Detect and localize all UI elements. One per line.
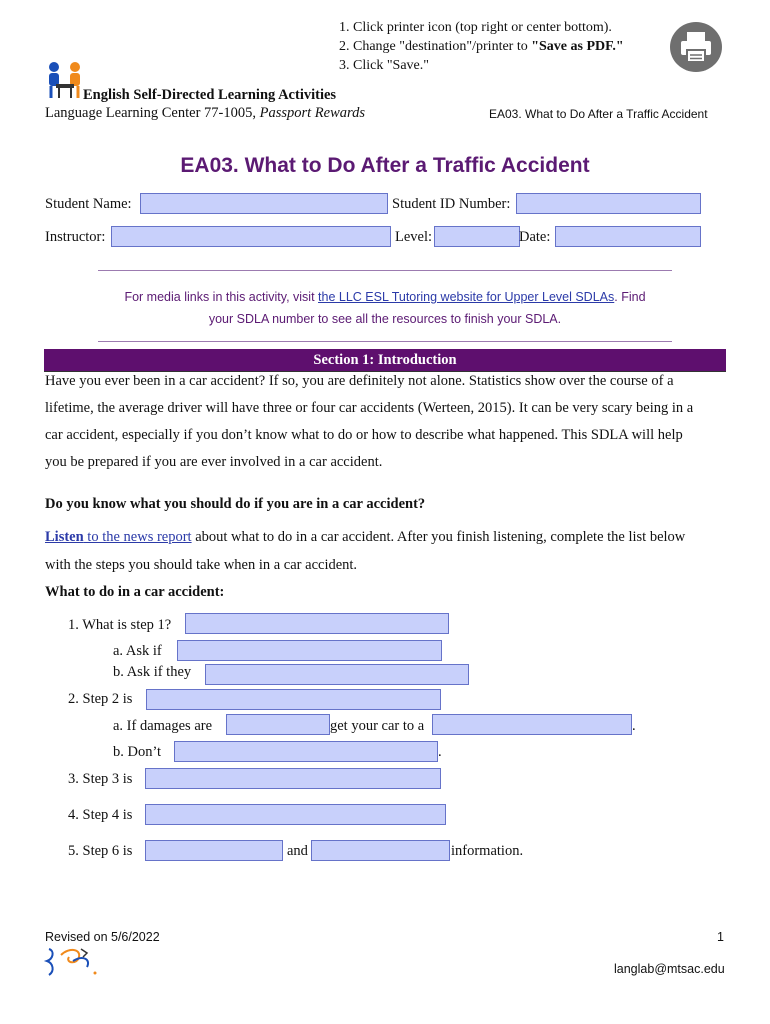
instruction-step-2-text: Change "destination"/printer to <box>353 39 532 54</box>
header-code-title: EA03. What to Do After a Traffic Accident <box>489 107 708 121</box>
print-instructions <box>333 18 693 75</box>
step-6-first-field[interactable] <box>145 840 283 861</box>
instruction-step-3: 3. Click "Save." <box>353 56 693 75</box>
question-heading: Do you know what you should do if you are in a car accident? <box>45 496 426 512</box>
contact-email[interactable]: langlab@mtsac.edu <box>614 962 725 976</box>
item-3-label: 3. Step 3 is <box>68 771 133 787</box>
step-2b-field[interactable] <box>174 741 438 762</box>
instruction-step-1: 1. Click printer icon (top right or center bottom). <box>353 18 693 37</box>
printer-icon <box>670 22 722 72</box>
step-1b-field[interactable] <box>205 664 469 685</box>
instruction-step-2 <box>353 37 693 56</box>
page-title: EA03. What to Do After a Traffic Accident <box>180 154 590 177</box>
section-heading-bar <box>44 349 726 372</box>
listen-line-1 <box>45 529 685 546</box>
llc-swirl-logo <box>43 945 103 979</box>
student-id-label: Student ID Number: <box>392 196 511 212</box>
media-note-bottom-rule <box>98 341 672 342</box>
media-note <box>60 286 710 330</box>
intro-line-4: you be prepared if you are ever involved in a car accident. <box>45 454 383 470</box>
item-2a-middle: get your car to a <box>330 718 425 734</box>
intro-line-2: lifetime, the average driver will have three or four car accidents (Werteen, 2015). It can be very scary being in a <box>45 400 694 416</box>
item-2a-end: . <box>632 718 636 734</box>
llc-tutoring-link[interactable]: the LLC ESL Tutoring website for Upper Level SDLAs <box>318 290 615 304</box>
student-name-label: Student Name: <box>45 196 132 212</box>
item-5-end: information. <box>451 843 524 859</box>
item-2-label: 2. Step 2 is <box>68 691 133 707</box>
list-heading: What to do in a car accident: <box>45 584 225 600</box>
program-name: English Self-Directed Learning Activities <box>83 87 337 103</box>
instruction-step-2-bold: "Save as PDF." <box>531 39 624 54</box>
revised-date: Revised on 5/6/2022 <box>45 930 160 944</box>
listen-word[interactable]: Listen <box>45 529 84 545</box>
item-1a-label: a. Ask if <box>113 643 162 659</box>
section-heading: Section 1: Introduction <box>313 352 457 368</box>
step-1-field[interactable] <box>185 613 449 634</box>
item-2b-label: b. Don’t <box>113 744 162 760</box>
instructor-label: Instructor: <box>45 229 106 245</box>
instructor-field[interactable] <box>111 226 391 247</box>
news-report-link[interactable]: to the news report <box>83 529 192 545</box>
student-id-field[interactable] <box>516 193 701 214</box>
level-field[interactable] <box>434 226 520 247</box>
level-label: Level: <box>395 229 433 245</box>
item-2b-end: . <box>438 744 442 760</box>
item-5-and: and <box>287 843 308 859</box>
page-number: 1 <box>717 930 724 944</box>
intro-line-1: Have you ever been in a car accident? If so, you are definitely not alone. Statistics show over the course of a <box>45 373 674 389</box>
item-4-label: 4. Step 4 is <box>68 807 133 823</box>
step-3-field[interactable] <box>145 768 441 789</box>
item-1-label: 1. What is step 1? <box>68 617 172 633</box>
step-2-field[interactable] <box>146 689 441 710</box>
item-1b-label: b. Ask if they <box>113 664 192 680</box>
intro-line-3: car accident, especially if you don’t know what to do or how to describe what happened. This SDLA will help <box>45 427 683 443</box>
center-name <box>45 105 365 122</box>
llc-people-logo <box>44 60 86 100</box>
media-note-line2: your SDLA number to see all the resources to finish your SDLA. <box>208 312 562 326</box>
media-note-suffix: . Find <box>614 290 646 304</box>
media-note-prefix: For media links in this activity, visit <box>124 290 319 304</box>
item-5-label: 5. Step 6 is <box>68 843 133 859</box>
media-note-top-rule <box>98 270 672 271</box>
print-button[interactable] <box>670 22 722 72</box>
center-name-text: Language Learning Center 77-1005, <box>45 105 260 121</box>
listen-line-2: with the steps you should take when in a car accident. <box>45 557 358 573</box>
step-2a-damages-field[interactable] <box>226 714 330 735</box>
listen-rest: about what to do in a car accident. After you finish listening, complete the list below <box>191 529 686 545</box>
date-field[interactable] <box>555 226 701 247</box>
date-label: Date: <box>519 229 551 245</box>
step-6-second-field[interactable] <box>311 840 450 861</box>
step-1a-field[interactable] <box>177 640 442 661</box>
step-2a-destination-field[interactable] <box>432 714 632 735</box>
step-4-field[interactable] <box>145 804 446 825</box>
item-2a-label: a. If damages are <box>113 718 213 734</box>
passport-rewards: Passport Rewards <box>259 105 366 121</box>
student-name-field[interactable] <box>140 193 388 214</box>
